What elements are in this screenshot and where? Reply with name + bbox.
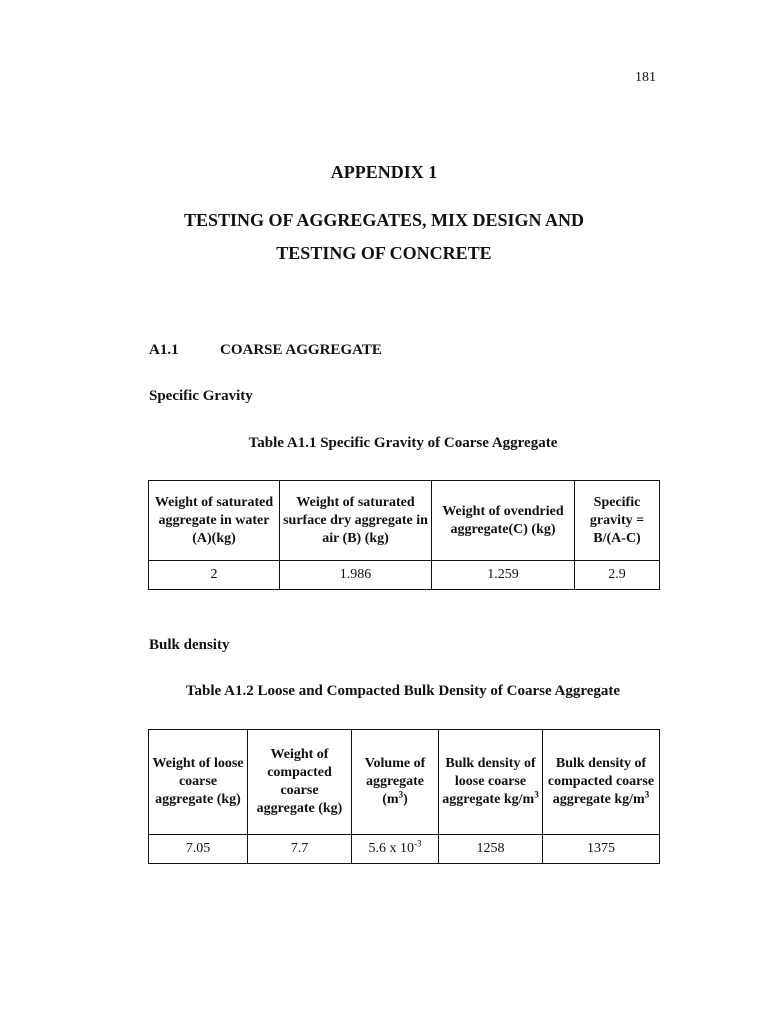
header-compacted-weight: Weight of compacted coarse aggregate (kg) [248, 730, 352, 835]
header-volume-text: Volume of aggregate (m [364, 756, 426, 807]
cell-volume-exponent: -3 [414, 838, 422, 849]
main-title-line-2: TESTING OF CONCRETE [276, 243, 492, 263]
header-volume [352, 730, 439, 835]
header-compacted-density-text: Bulk density of compacted coarse aggregate kg/m [547, 756, 655, 807]
table-a1-1-caption: Table A1.1 Specific Gravity of Coarse Aggregate [248, 435, 558, 451]
cell-weight-in-water: 2 [149, 561, 280, 590]
cell-weight-ovendried: 1.259 [432, 561, 575, 590]
header-loose-density [439, 730, 543, 835]
header-compacted-density [543, 730, 660, 835]
cell-loose-density: 1258 [439, 835, 543, 864]
header-loose-density-text: Bulk density of loose coarse aggregate kg/m [442, 756, 536, 807]
specific-gravity-subheading: Specific Gravity [149, 388, 253, 404]
table-row [149, 561, 660, 590]
section-number: A1.1 [149, 342, 179, 358]
header-compacted-density-exponent: 3 [644, 789, 650, 800]
section-title: COARSE AGGREGATE [220, 342, 382, 358]
cell-weight-ssd-in-air: 1.986 [280, 561, 432, 590]
main-title-line-1: TESTING OF AGGREGATES, MIX DESIGN AND [183, 210, 585, 230]
table-header-row [149, 481, 660, 561]
header-specific-gravity: Specific gravity = B/(A-C) [575, 481, 660, 561]
appendix-title: APPENDIX 1 [330, 162, 438, 182]
cell-compacted-density: 1375 [543, 835, 660, 864]
header-weight-ovendried: Weight of ovendried aggregate(C) (kg) [432, 481, 575, 561]
table-header-row [149, 730, 660, 835]
cell-volume [352, 835, 439, 864]
header-weight-in-water: Weight of saturated aggregate in water (A)(kg) [149, 481, 280, 561]
cell-specific-gravity: 2.9 [575, 561, 660, 590]
cell-compacted-weight: 7.7 [248, 835, 352, 864]
bulk-density-table [148, 729, 660, 864]
table-row [149, 835, 660, 864]
specific-gravity-table [148, 480, 660, 590]
bulk-density-subheading: Bulk density [149, 637, 230, 653]
page-number: 181 [635, 70, 656, 85]
header-loose-density-exponent: 3 [534, 789, 539, 800]
header-loose-weight: Weight of loose coarse aggregate (kg) [149, 730, 248, 835]
cell-loose-weight: 7.05 [149, 835, 248, 864]
table-a1-2-caption: Table A1.2 Loose and Compacted Bulk Density of Coarse Aggregate [185, 683, 621, 699]
cell-volume-text: 5.6 x 10 [368, 841, 414, 856]
header-volume-close: ) [403, 792, 408, 807]
header-volume-exponent: 3 [398, 789, 404, 800]
header-weight-ssd-in-air: Weight of saturated surface dry aggregate in air (B) (kg) [280, 481, 432, 561]
